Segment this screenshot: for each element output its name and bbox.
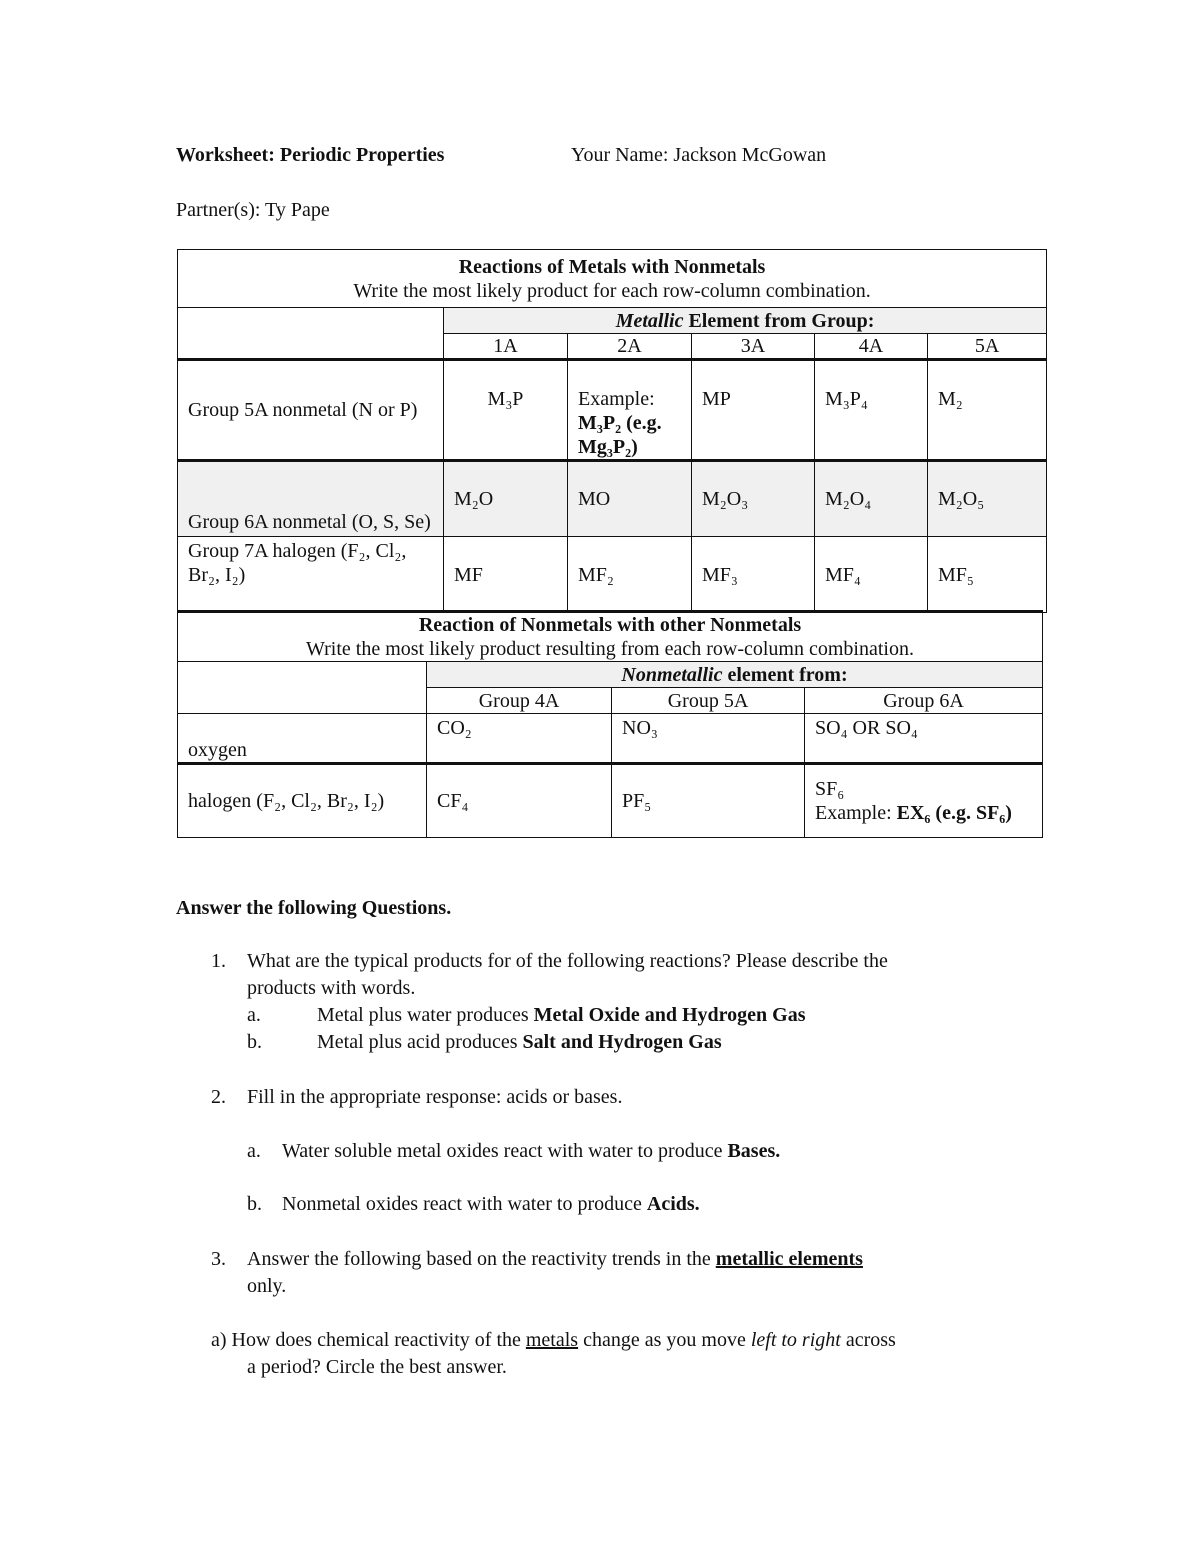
example-cell	[568, 360, 692, 461]
example-prefix: Example:	[815, 802, 897, 824]
q3a-italic: left to right	[750, 1329, 841, 1351]
q3-number: 3.	[211, 1248, 226, 1270]
example-prefix: Example:	[578, 388, 655, 410]
row-label: Group 7A halogen (F₂, Cl₂, Br₂, I₂)	[178, 537, 444, 613]
table2-col-header: Group 4A	[427, 688, 612, 714]
answer-value: SF₆	[815, 778, 845, 800]
q3a-line2: a period? Circle the best answer.	[247, 1356, 507, 1378]
table1-title: Reactions of Metals with Nonmetals	[458, 255, 766, 278]
q2a-line	[282, 1139, 780, 1163]
table1-header	[178, 250, 1047, 308]
questions-heading: Answer the following Questions.	[176, 897, 452, 919]
q1a-text: Metal plus water produces	[317, 1004, 534, 1026]
q2a-answer: Bases.	[727, 1140, 781, 1162]
row-label: Group 5A nonmetal (N or P)	[178, 360, 444, 461]
table2-col-header: Group 5A	[612, 688, 805, 714]
answer-cell: MP	[692, 360, 815, 461]
q2a-text: Water soluble metal oxides react with water to produce	[282, 1140, 728, 1162]
table1-col-header: 4A	[815, 334, 928, 360]
example-answer: M₃P₂ (e.g. Mg₃P₂)	[578, 412, 662, 458]
table1-col-header: 2A	[568, 334, 692, 360]
q1-text-cont: products with words.	[247, 977, 416, 999]
answer-cell: M₃P	[444, 360, 568, 461]
partners: Partner(s): Ty Pape	[176, 199, 330, 221]
q2b-label: b.	[247, 1193, 262, 1215]
q2-number: 2.	[211, 1086, 226, 1108]
answer-cell: MO	[568, 461, 692, 537]
group-header-italic: Nonmetallic	[621, 663, 723, 686]
answer-cell: MF	[444, 537, 568, 613]
q3-line	[247, 1247, 863, 1271]
answer-cell: M₂O	[444, 461, 568, 537]
row-label: Group 6A nonmetal (O, S, Se)	[178, 461, 444, 537]
q2b-text: Nonmetal oxides react with water to produce	[282, 1193, 647, 1215]
table1-col-header: 1A	[444, 334, 568, 360]
q2b-line	[282, 1192, 700, 1216]
table2-corner	[178, 662, 427, 714]
q3a-line	[211, 1328, 896, 1352]
answer-cell: NO₃	[612, 714, 805, 764]
table1-row	[178, 537, 1047, 613]
q3a-mid: change as you move	[578, 1329, 751, 1351]
answer-cell: CO₂	[427, 714, 612, 764]
q1a-line	[317, 1003, 805, 1027]
table1-col-header: 3A	[692, 334, 815, 360]
student-name: Your Name: Jackson McGowan	[571, 144, 827, 166]
q1-number: 1.	[211, 950, 226, 972]
table2-title: Reaction of Nonmetals with other Nonmetals	[418, 614, 802, 636]
answer-cell: MF₄	[815, 537, 928, 613]
answer-cell: M₃P₄	[815, 360, 928, 461]
metals-nonmetals-table	[177, 249, 1047, 613]
table1-corner	[178, 308, 444, 360]
answer-cell: MF₃	[692, 537, 815, 613]
answer-cell: SO₄ OR SO₄	[805, 714, 1043, 764]
q3a-underline: metals	[525, 1329, 579, 1351]
nonmetals-table	[177, 610, 1043, 838]
table1-row	[178, 461, 1047, 537]
q1b-answer: Salt and Hydrogen Gas	[522, 1031, 722, 1053]
row-label: oxygen	[178, 714, 427, 764]
q1a-label: a.	[247, 1004, 261, 1026]
group-header-rest: element from:	[722, 663, 848, 686]
table2-row	[178, 714, 1043, 764]
table1-col-header: 5A	[928, 334, 1047, 360]
q3-emphasis: metallic elements	[715, 1248, 863, 1270]
q3-text: Answer the following based on the reactivity trends in the	[247, 1248, 716, 1270]
q1-text: What are the typical products for of the following reactions? Please describe the	[247, 950, 888, 972]
q1b-line	[317, 1030, 722, 1054]
answer-cell: PF₅	[612, 764, 805, 838]
answer-cell: M₂O₅	[928, 461, 1047, 537]
q2-text: Fill in the appropriate response: acids or bases.	[247, 1086, 623, 1108]
q2a-label: a.	[247, 1140, 261, 1162]
table1-instruction: Write the most likely product for each row-column combination.	[353, 279, 871, 302]
group-header-rest: Element from Group:	[683, 309, 875, 332]
answer-cell: M₂O₄	[815, 461, 928, 537]
q2b-answer: Acids.	[646, 1193, 700, 1215]
answer-cell: MF₅	[928, 537, 1047, 613]
q3-text-cont: only.	[247, 1275, 287, 1297]
answer-cell: M₂	[928, 360, 1047, 461]
q1b-label: b.	[247, 1031, 262, 1053]
table2-header	[178, 612, 1043, 662]
answer-cell: M₂O₃	[692, 461, 815, 537]
answer-cell: MF₂	[568, 537, 692, 613]
table2-instruction: Write the most likely product resulting from each row-column combination.	[306, 638, 914, 660]
answer-cell: CF₄	[427, 764, 612, 838]
group-header-italic: Metallic	[615, 309, 684, 332]
q3a-end: across	[840, 1329, 896, 1351]
q3a-prefix: a) How does chemical reactivity of the	[211, 1329, 526, 1351]
q1a-answer: Metal Oxide and Hydrogen Gas	[533, 1004, 806, 1026]
table1-row	[178, 360, 1047, 461]
table2-group-header	[427, 662, 1043, 688]
worksheet-title: Worksheet: Periodic Properties	[176, 144, 445, 166]
table2-col-header: Group 6A	[805, 688, 1043, 714]
example-answer: EX₆ (e.g. SF₆)	[896, 802, 1012, 824]
table2-row	[178, 764, 1043, 838]
q1b-text: Metal plus acid produces	[317, 1031, 523, 1053]
example-cell	[805, 764, 1043, 838]
table1-group-header	[444, 308, 1047, 334]
row-label: halogen (F₂, Cl₂, Br₂, I₂)	[178, 764, 427, 838]
